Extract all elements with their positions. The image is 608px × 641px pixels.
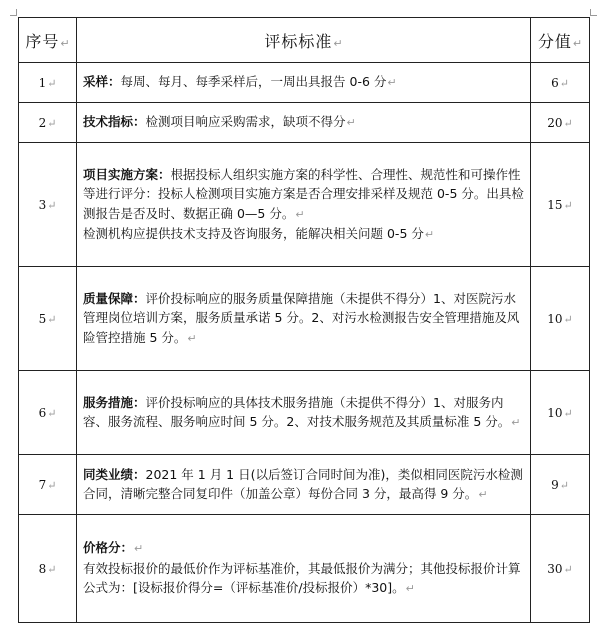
criteria-paragraph xyxy=(83,165,524,225)
paragraph-mark-icon: ↵ xyxy=(559,76,569,90)
criteria-cell xyxy=(77,103,531,143)
row-number-cell xyxy=(19,143,77,267)
criteria-cell xyxy=(77,267,531,371)
row-number-cell xyxy=(19,515,77,623)
paragraph-mark-icon: ↵ xyxy=(134,542,144,556)
row-number-cell xyxy=(19,455,77,515)
paragraph-mark-icon: ↵ xyxy=(511,416,521,429)
scoring-table xyxy=(18,17,590,623)
paragraph-mark-icon: ↵ xyxy=(47,478,57,492)
paragraph-mark-icon: ↵ xyxy=(60,36,70,50)
paragraph-mark-icon: ↵ xyxy=(333,36,343,50)
paragraph-mark-icon: ↵ xyxy=(424,228,435,241)
row-score-cell xyxy=(531,371,590,455)
paragraph-mark-icon: ↵ xyxy=(563,198,573,212)
criteria-paragraph xyxy=(83,112,524,133)
paragraph-mark-icon: ↵ xyxy=(346,116,356,130)
paragraph-mark-icon: ↵ xyxy=(295,207,305,221)
row-score: 20 xyxy=(547,115,563,130)
table-row xyxy=(19,63,590,103)
row-number: 3 xyxy=(38,197,47,212)
paragraph-mark-icon: ↵ xyxy=(563,312,573,326)
paragraph-mark-icon: ↵ xyxy=(47,198,57,212)
criteria-text: 每周、每月、每季采样后，一周出具报告 0-6 分 xyxy=(120,74,387,90)
row-score: 10 xyxy=(547,405,563,420)
criteria-text: 检测机构应提供技术支持及咨询服务，能解决相关问题 0-5 分 xyxy=(83,226,424,241)
row-number: 8 xyxy=(38,561,47,576)
paragraph-mark-icon: ↵ xyxy=(47,406,57,420)
paragraph-mark-icon: ↵ xyxy=(572,36,583,50)
criteria-title: 服务措施： xyxy=(83,394,146,410)
table-row xyxy=(19,455,590,515)
row-number: 1 xyxy=(38,75,47,90)
criteria-title: 项目实施方案： xyxy=(83,166,171,182)
row-score: 9 xyxy=(551,477,559,492)
criteria-paragraph xyxy=(83,393,524,433)
row-number: 5 xyxy=(38,311,47,326)
criteria-paragraph xyxy=(83,465,524,505)
paragraph-mark-icon: ↵ xyxy=(563,406,573,420)
paragraph-mark-icon: ↵ xyxy=(478,488,488,501)
row-score: 30 xyxy=(547,561,563,576)
table-body xyxy=(19,63,590,623)
criteria-cell xyxy=(77,371,531,455)
row-score-cell xyxy=(531,143,590,267)
criteria-text: 2021 年 1 月 1 日(以后签订合同时间为准)，类似相同医院污水检测合同，清晰完整合同复印件（加盖公章）每份合同 3 分，最高得 9 分。 xyxy=(83,466,523,501)
criteria-text: 评价投标响应的服务质量保障措施（未提供不得分）1、对医院污水管理岗位培训方案，服务质量承诺 5 分。2、对污水检测报告安全管理措施及风险管控措施 5 分。 xyxy=(83,290,520,345)
table-header-row xyxy=(19,18,590,63)
row-score-cell xyxy=(531,103,590,143)
row-score-cell xyxy=(531,63,590,103)
table-row xyxy=(19,515,590,623)
criteria-text: 有效投标报价的最低价作为评标基准价，其最低报价为满分；其他投标报价计算公式为：[设标报价得分=（评标基准价/投标报价）*30]。 xyxy=(83,560,521,596)
criteria-text: 根据投标人组织实施方案的科学性、合理性、规范性和可操作性等进行评分：投标人检测项目实施方案是否合理安排采样及规范 0-5 分。出具检测报告是否及时、数据正确 0—5 分。 xyxy=(83,166,524,221)
corner-mark-right xyxy=(590,9,597,16)
row-number-cell xyxy=(19,371,77,455)
criteria-paragraph xyxy=(83,538,524,559)
paragraph-mark-icon: ↵ xyxy=(387,76,397,90)
scoring-table-container xyxy=(18,17,586,623)
paragraph-mark-icon: ↵ xyxy=(563,116,573,130)
criteria-paragraph xyxy=(83,289,524,349)
row-number-cell xyxy=(19,103,77,143)
row-score: 15 xyxy=(547,197,563,212)
paragraph-mark-icon: ↵ xyxy=(47,116,57,130)
row-score: 6 xyxy=(551,75,559,90)
criteria-paragraph xyxy=(83,72,524,93)
row-number-cell xyxy=(19,63,77,103)
paragraph-mark-icon: ↵ xyxy=(405,582,415,596)
row-number-cell xyxy=(19,267,77,371)
row-number: 7 xyxy=(38,477,47,492)
criteria-text: 检测项目响应采购需求，缺项不得分 xyxy=(145,114,346,130)
criteria-title: 价格分： xyxy=(83,540,134,556)
criteria-text: 评价投标响应的具体技术服务措施（未提供不得分）1、对服务内容、服务流程、服务响应时间 5 分。2、对技术服务规范及其质量标准 5 分。 xyxy=(83,394,511,429)
table-row xyxy=(19,371,590,455)
criteria-cell xyxy=(77,143,531,267)
row-score-cell xyxy=(531,515,590,623)
table-row xyxy=(19,143,590,267)
table-row xyxy=(19,267,590,371)
criteria-cell xyxy=(77,63,531,103)
paragraph-mark-icon: ↵ xyxy=(47,312,57,326)
paragraph-mark-icon: ↵ xyxy=(187,331,197,345)
criteria-title: 采样： xyxy=(83,74,121,90)
header-criteria: 评标标准↵ xyxy=(77,18,531,63)
row-score-cell xyxy=(531,455,590,515)
criteria-cell xyxy=(77,515,531,623)
row-score: 10 xyxy=(547,311,563,326)
row-number: 6 xyxy=(38,405,47,420)
table-row xyxy=(19,103,590,143)
criteria-paragraph xyxy=(83,559,524,599)
criteria-title: 质量保障： xyxy=(83,290,146,306)
criteria-paragraph xyxy=(83,224,524,245)
paragraph-mark-icon: ↵ xyxy=(559,478,569,492)
header-score: 分值↵ xyxy=(531,18,590,63)
criteria-title: 同类业绩： xyxy=(83,466,146,482)
paragraph-mark-icon: ↵ xyxy=(563,562,573,576)
paragraph-mark-icon: ↵ xyxy=(47,562,57,576)
criteria-cell xyxy=(77,455,531,515)
corner-mark-left xyxy=(10,9,17,16)
row-number: 2 xyxy=(38,115,47,130)
header-number: 序号↵ xyxy=(19,18,77,63)
criteria-title: 技术指标： xyxy=(83,114,146,130)
row-score-cell xyxy=(531,267,590,371)
paragraph-mark-icon: ↵ xyxy=(47,76,57,90)
